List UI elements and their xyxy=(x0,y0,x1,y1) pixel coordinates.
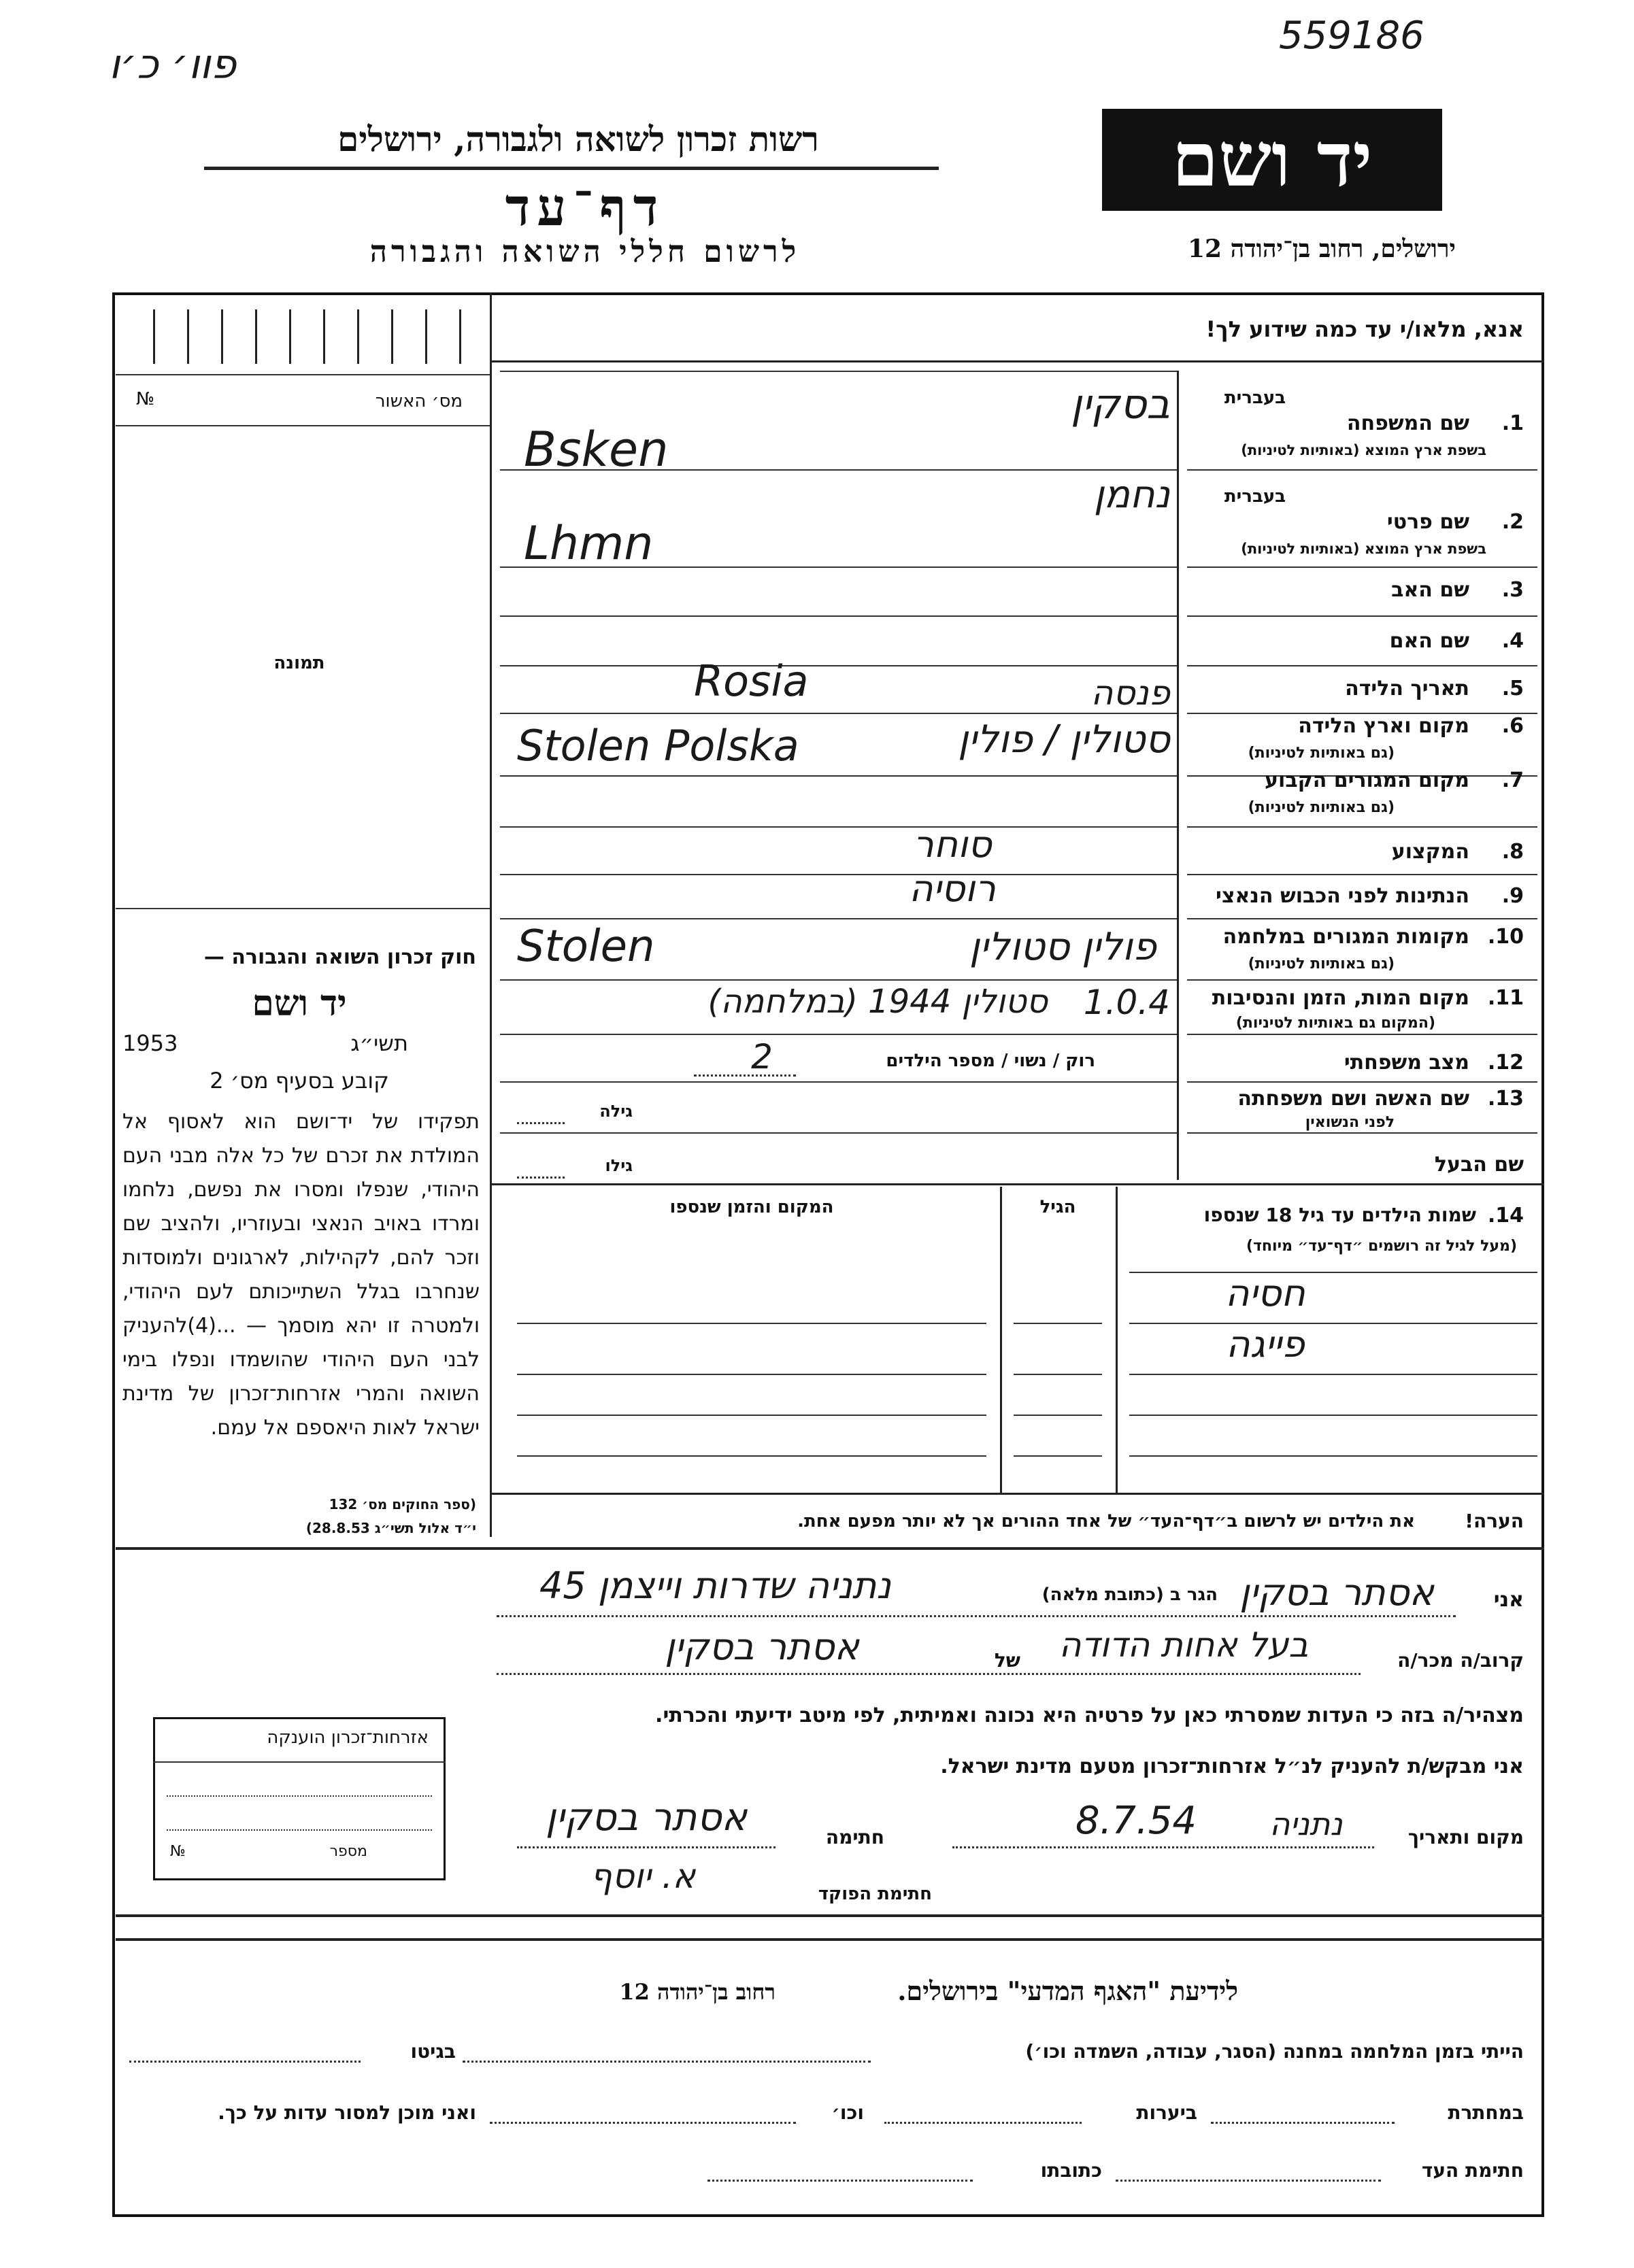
age-line xyxy=(1014,1323,1102,1324)
signature-label: חתימה xyxy=(825,1826,884,1848)
label-line xyxy=(1187,1034,1537,1035)
place-date-line xyxy=(952,1846,1374,1848)
field-3-num: 3. xyxy=(1501,578,1524,602)
relation-value[interactable]: בעל אחות הדודה xyxy=(1058,1625,1309,1665)
memorial-box-num-sign: № xyxy=(170,1843,186,1860)
label-line xyxy=(1187,826,1537,828)
label-line xyxy=(1187,469,1537,471)
field-8-num: 8. xyxy=(1501,840,1524,864)
header-address: ירושלים, רחוב בן־יהודה 12 xyxy=(1187,235,1456,263)
field-6-sub: (גם באותיות לטיניות) xyxy=(1248,745,1395,762)
wife-age-label: גילה xyxy=(599,1102,633,1121)
instruction-text: אנא, מלאו/י עד כמה שידוע לך! xyxy=(1205,316,1524,342)
footer-testimony-text: ואני מוכן למסור עדות על כך. xyxy=(218,2101,476,2124)
field-2-tag: בעברית xyxy=(1224,486,1286,507)
field-13-label: שם האשה ושם משפחתה xyxy=(1237,1087,1469,1111)
wife-age-line xyxy=(517,1122,565,1124)
field-2-sub: בשפת ארץ המוצא (באותיות לטיניות) xyxy=(1241,541,1486,557)
approval-top-line xyxy=(116,374,490,375)
law-section: קובע בסעיף מס׳ 2 xyxy=(210,1068,389,1094)
witness-address[interactable]: נתניה שדרות וייצמן 45 xyxy=(539,1564,891,1607)
label-line xyxy=(1187,874,1537,875)
memorial-box-dotted xyxy=(167,1795,432,1797)
place-line xyxy=(517,1455,986,1457)
field-11-label: מקום המות, הזמן והנסיבות xyxy=(1212,986,1469,1010)
label-line xyxy=(1187,665,1537,666)
field-1-label: שם המשפחה xyxy=(1346,411,1469,435)
officer-signature[interactable]: א. יוסף xyxy=(590,1857,696,1896)
footer-top-line-2 xyxy=(116,1938,1544,1941)
of-value[interactable]: אסתר בסקין xyxy=(665,1625,859,1668)
law-ref-1: (ספר החוקים מס׳ 132 xyxy=(329,1496,476,1512)
wartime-residence-hebrew[interactable]: פולין סטולין xyxy=(969,925,1156,969)
camp-line xyxy=(463,2061,871,2063)
note-top-line xyxy=(490,1493,1544,1495)
witness-signature-line xyxy=(1116,2180,1381,2182)
residing-label: הגר ב (כתובת מלאה) xyxy=(1041,1585,1218,1605)
children-count-line xyxy=(694,1074,796,1077)
field-1-num: 1. xyxy=(1501,411,1524,435)
field-4-label: שם האם xyxy=(1389,629,1469,653)
field-8-label: המקצוע xyxy=(1391,840,1469,864)
place-line xyxy=(517,1323,986,1324)
etc-line xyxy=(490,2122,796,2124)
field-5-num: 5. xyxy=(1501,677,1524,700)
death-date-value[interactable]: 1.0.4 xyxy=(1083,983,1170,1022)
footer-forests-label: ביערות xyxy=(1136,2101,1197,2124)
date-value[interactable]: 8.7.54 xyxy=(1075,1799,1197,1843)
form-title: דף־עד xyxy=(505,177,665,237)
field-9-num: 9. xyxy=(1501,884,1524,908)
law-year: 1953 xyxy=(122,1030,178,1056)
birth-place-hebrew[interactable]: סטולין / פולין xyxy=(958,717,1170,762)
children-row-line xyxy=(1129,1455,1537,1457)
authority-name: רשות זכרון לשואה ולגבורה, ירושלים xyxy=(337,119,819,159)
field-2-num: 2. xyxy=(1501,510,1524,534)
yad-vashem-logo: יד ושם xyxy=(1102,109,1442,211)
birth-place-latin[interactable]: Stolen Polska xyxy=(517,721,799,771)
field-10-label: מקומות המגורים במלחמה xyxy=(1222,925,1469,949)
children-count-value[interactable]: 2 xyxy=(751,1037,773,1077)
nationality-value[interactable]: רוסיה xyxy=(909,867,996,910)
value-line xyxy=(500,1081,1177,1083)
left-column-divider xyxy=(490,292,492,1537)
field-6-label: מקום וארץ הלידה xyxy=(1298,714,1469,738)
children-row-line xyxy=(1129,1415,1537,1416)
declaration-text: מצהיר/ה בזה כי העדות שמסרתי כאן על פרטיה היא נכונה ואמיתית, לפי מיטב ידיעתי והכרתי. xyxy=(655,1704,1524,1727)
footer-witness-address-label: כתובתו xyxy=(1040,2159,1102,2182)
field-7-sub: (גם באותיות לטיניות) xyxy=(1248,799,1395,816)
approval-no-label: מס׳ האשור xyxy=(375,391,463,411)
field-3-label: שם האב xyxy=(1391,578,1469,602)
child-name-1[interactable]: חסיה xyxy=(1225,1272,1305,1315)
birth-date-hebrew[interactable]: פנסה xyxy=(1090,673,1170,713)
footer-etc-label: וכו׳ xyxy=(831,2101,864,2124)
label-value-divider xyxy=(1177,371,1179,1180)
witness-address-line xyxy=(707,2180,973,2182)
photo-bottom-line xyxy=(116,908,490,909)
value-line xyxy=(500,713,1177,714)
birth-date-latin[interactable]: Rosia xyxy=(694,656,809,706)
form-subtitle: לרשום חללי השואה והגבורה xyxy=(369,235,801,269)
children-label: שמות הילדים עד גיל 18 שנספו xyxy=(1203,1204,1476,1226)
footer-ghetto-label: בגיטו xyxy=(410,2040,456,2063)
of-label: של xyxy=(994,1649,1020,1672)
place-date-label: מקום ותאריך xyxy=(1407,1826,1524,1848)
children-row-line xyxy=(1129,1374,1537,1375)
top-left-note: פוו׳ כ׳ו xyxy=(109,41,237,88)
underground-line xyxy=(1211,2122,1395,2124)
children-col-age: הגיל xyxy=(1039,1197,1076,1217)
family-name-latin[interactable]: Bsken xyxy=(524,422,669,477)
value-line xyxy=(500,371,1177,372)
field-12-num: 12. xyxy=(1487,1051,1524,1074)
field-2-label: שם פרטי xyxy=(1386,510,1469,534)
husband-age-line xyxy=(517,1177,565,1179)
first-name-latin[interactable]: Lhmn xyxy=(524,517,654,571)
field-13-sub: לפני הנשואין xyxy=(1305,1114,1395,1131)
value-line xyxy=(500,826,1177,828)
field-12-label: מצב משפחתי xyxy=(1344,1051,1469,1074)
label-line xyxy=(1187,1132,1537,1134)
law-text: תפקידו של יד־ושם הוא לאסוף אל המולדת את זכרם של כל אלה מבני העם היהודי, שנפלו ומסרו את נפשם, נלחמו ומרדו באויב הנאצי ובעוזריו, ולהציב שם וזכר להם, לקהילות, לארגונים ולמוסדות שנחרבו בגלל השתייכותם לעם היהודי, ולמטרה זו יהא מוסמך — ...(4)להעניק לבני העם היהודי שהושמדו ונפלו בימי השואה והמרי אזרחות־זכרון של מדינת ישראל לאות היאספם אל עמם. xyxy=(122,1110,480,1440)
field-9-label: הנתינות לפני הכבוש הנאצי xyxy=(1216,884,1469,908)
field-1-tag: בעברית xyxy=(1224,388,1286,408)
place-line xyxy=(517,1415,986,1416)
label-line xyxy=(1187,1081,1537,1083)
wartime-residence-latin[interactable]: Stolen xyxy=(517,921,655,972)
age-line xyxy=(1014,1415,1102,1416)
value-line xyxy=(500,1132,1177,1134)
marital-options: רוק / נשוי / מספר הילדים xyxy=(886,1051,1095,1071)
children-age-divider xyxy=(1000,1187,1002,1493)
children-col-place: המקום והזמן שנספו xyxy=(669,1197,834,1217)
footer-camp-text: הייתי בזמן המלחמה במחנה (הסגר, עבודה, השמדה וכו׳) xyxy=(1025,2040,1524,2063)
footer-title: לידיעת "האגף המדעי" בירושלים. xyxy=(897,1976,1238,2006)
memorial-box-title: אזרחות־זכרון הוענקה xyxy=(267,1727,429,1748)
law-name: יד ושם xyxy=(252,983,347,1024)
relation-line xyxy=(497,1673,1361,1675)
approval-no-sign: № xyxy=(136,389,155,409)
footer-address: רחוב בן־יהודה 12 xyxy=(619,1979,776,2005)
field-10-sub: (גם באותיות לטיניות) xyxy=(1248,955,1395,972)
forests-line xyxy=(884,2122,1082,2124)
officer-label: חתימת הפוקד xyxy=(818,1884,932,1904)
address-line xyxy=(497,1615,1456,1617)
label-line xyxy=(1187,918,1537,919)
value-line xyxy=(500,775,1177,777)
note-text: את הילדים יש לרשום ב״דף־העד״ של אחד ההורים אך לא יותר מפעם אחת. xyxy=(797,1511,1415,1531)
signature-line xyxy=(517,1846,776,1848)
field-13-num: 13. xyxy=(1487,1087,1524,1111)
place-line xyxy=(517,1374,986,1375)
age-line xyxy=(1014,1455,1102,1457)
note-label: הערה! xyxy=(1465,1510,1524,1532)
field-7-label: מקום המגורים הקבוע xyxy=(1265,768,1469,792)
children-name-divider xyxy=(1116,1187,1118,1493)
law-year-heb: תשי״ג xyxy=(350,1030,408,1056)
approval-bottom-line xyxy=(116,425,490,426)
footer-top-line-1 xyxy=(116,1914,1544,1917)
value-line xyxy=(500,1034,1177,1035)
field-1-sub: בשפת ארץ המוצא (באותיות לטיניות) xyxy=(1241,442,1486,458)
relation-label: קרוב/ה מכר/ה xyxy=(1397,1649,1524,1672)
child-name-2[interactable]: פייגה xyxy=(1226,1323,1305,1366)
declaration-ani: אני xyxy=(1493,1588,1524,1612)
memorial-box-line xyxy=(153,1761,446,1763)
top-right-number: 559186 xyxy=(1279,14,1424,58)
law-title: חוק זכרון השואה והגבורה — xyxy=(203,945,476,969)
note-bottom-line xyxy=(116,1547,1544,1550)
field-4-num: 4. xyxy=(1501,629,1524,653)
law-ref-2: י״ד אלול תשי״ג 28.8.53) xyxy=(305,1520,476,1536)
field-6-num: 6. xyxy=(1501,714,1524,738)
instruction-divider xyxy=(490,360,1544,362)
field-11-sub: (המקום גם באותיות לטיניות) xyxy=(1235,1015,1435,1032)
witness-name[interactable]: אסתר בסקין xyxy=(1239,1571,1434,1614)
label-line xyxy=(1187,979,1537,981)
death-place-value[interactable]: סטולין 1944 (במלחמה) xyxy=(707,983,1048,1021)
age-line xyxy=(1014,1374,1102,1375)
memorial-box-dotted xyxy=(167,1829,432,1831)
label-line xyxy=(1187,615,1537,617)
field-11-num: 11. xyxy=(1487,986,1524,1010)
first-name-hebrew[interactable]: נחמן xyxy=(1093,473,1170,517)
field-7-num: 7. xyxy=(1501,768,1524,792)
husband-label: שם הבעל xyxy=(1434,1153,1524,1177)
footer-witness-signature-label: חתימת העד xyxy=(1421,2159,1524,2182)
value-line xyxy=(500,918,1177,919)
place-value[interactable]: נתניה xyxy=(1269,1806,1343,1842)
memorial-box-number-label: מספר xyxy=(329,1843,367,1860)
label-line xyxy=(1187,566,1537,568)
fields-bottom-line xyxy=(490,1183,1544,1185)
signature-value[interactable]: אסתר בסקין xyxy=(545,1795,748,1840)
field-10-num: 10. xyxy=(1487,925,1524,949)
husband-age-label: גילו xyxy=(605,1156,633,1175)
family-name-hebrew[interactable]: בסקין xyxy=(1071,381,1170,428)
value-line xyxy=(500,979,1177,981)
ghetto-line xyxy=(129,2061,361,2063)
header-underline xyxy=(204,167,939,170)
occupation-value[interactable]: סוחר xyxy=(913,823,992,866)
children-sub: (מעל לגיל זה רושמים ״דף־עד״ מיוחד) xyxy=(1246,1238,1517,1255)
value-line xyxy=(500,615,1177,617)
field-5-label: תאריך הלידה xyxy=(1345,677,1469,700)
request-text: אני מבקש/ת להעניק לנ״ל אזרחות־זכרון מטעם מדינת ישראל. xyxy=(940,1755,1524,1778)
footer-underground-label: במחתרת xyxy=(1448,2101,1524,2124)
value-line xyxy=(500,874,1177,875)
photo-label: תמונה xyxy=(273,653,325,673)
field-14-num: 14. xyxy=(1487,1204,1524,1228)
